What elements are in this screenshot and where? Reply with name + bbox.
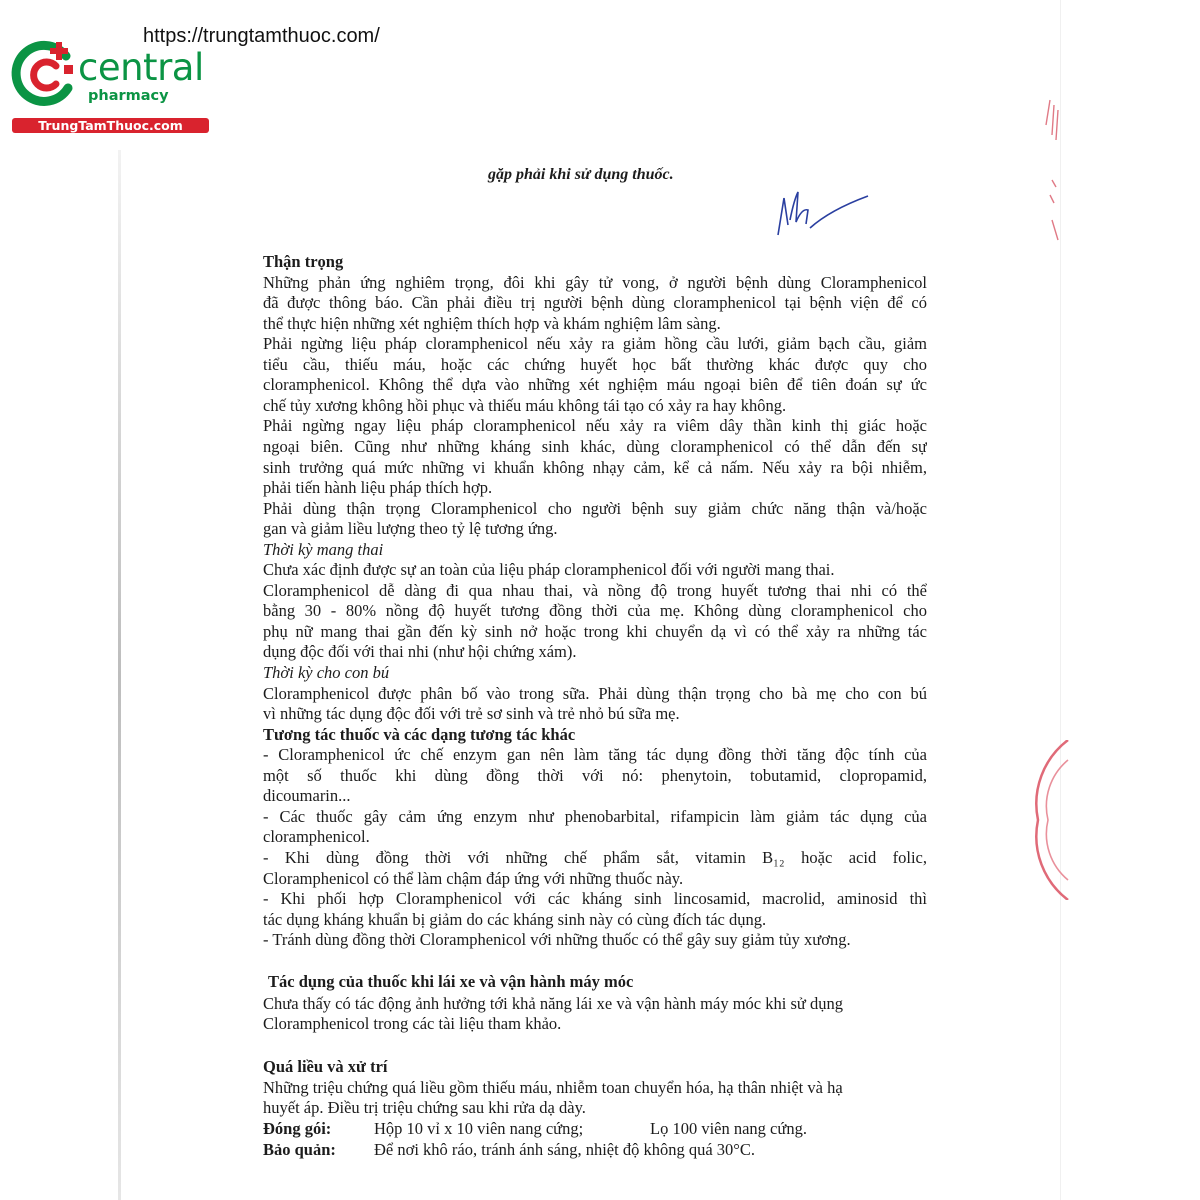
body-text-line: - Tránh dùng đồng thời Cloramphenicol với những thuốc có thể gây suy giảm tủy xương. (263, 930, 851, 950)
body-text-line: Cloramphenicol có thể làm chậm đáp ứng với những thuốc này. (263, 868, 684, 888)
body-text-line: một số thuốc khi dùng đồng thời với nó: phenytoin, tobutamid, clopropamid, (263, 765, 927, 785)
body-text-line: dụng độc đối với thai nhi (như hội chứng xám). (263, 642, 577, 662)
body-text-line: vì những tác dụng độc đối với trẻ sơ sinh và trẻ nhỏ bú sữa mẹ. (263, 704, 680, 724)
body-text-line: tác dụng kháng khuẩn bị giảm do các kháng sinh này có cùng đích tác dụng. (263, 909, 767, 929)
body-text-line: - Khi phối hợp Cloramphenicol với các kháng sinh lincosamid, macrolid, aminosid thì (263, 889, 927, 909)
packaging-value-2: Lọ 100 viên nang cứng. (650, 1119, 807, 1138)
body-text-line: Phải dùng thận trọng Cloramphenicol cho người bệnh suy giảm chức năng thận và/hoặc (263, 498, 927, 518)
body-text-line: Cloramphenicol dễ dàng đi qua nhau thai, và nồng độ trong huyết tương thai nhi có thể (263, 580, 927, 600)
section-heading: Thận trọng (263, 252, 344, 271)
handwritten-signature (770, 180, 880, 240)
body-text-line: sinh trưởng quá mức những vi khuẩn không nhạy cảm, kể cả nấm. Nếu xảy ra bội nhiễm, (263, 457, 927, 477)
driving-line-1: Chưa thấy có tác động ảnh hưởng tới khả năng lái xe và vận hành máy móc khi sử dụng (263, 994, 843, 1013)
body-text-line: Chưa xác định được sự an toàn của liệu pháp cloramphenicol đối với người mang thai. (263, 560, 835, 580)
body-text-line: chế tủy xương không hồi phục và thiếu máu không tái tạo có xảy ra hay không. (263, 395, 787, 415)
body-text-line: - Các thuốc gây cảm ứng enzym như phenobarbital, rifampicin làm giảm tác dụng của (263, 806, 927, 826)
logo-subtitle: pharmacy (88, 88, 169, 104)
overdose-line-2: huyết áp. Điều trị triệu chứng sau khi rửa dạ dày. (263, 1098, 586, 1117)
page-left-edge (118, 150, 121, 1200)
logo-site-badge[interactable]: TrungTamThuoc.com (12, 118, 209, 133)
subsection-heading: Thời kỳ mang thai (263, 539, 384, 559)
body-text-line: Cloramphenicol được phân bố vào trong sữa. Phải dùng thận trọng cho bà mẹ cho con bú (263, 683, 927, 703)
section-heading: Tương tác thuốc và các dạng tương tác khác (263, 724, 576, 744)
body-text-line: Phải ngừng liệu pháp cloramphenicol nếu xảy ra giảm hồng cầu lưới, giảm bạch cầu, giảm (263, 334, 927, 354)
body-text-line: ngoại biên. Cũng như những kháng sinh khác, dùng cloramphenicol có thể dẫn đến sự (263, 436, 927, 456)
subsection-heading: Thời kỳ cho con bú (263, 663, 390, 682)
section-heading-driving: Tác dụng của thuốc khi lái xe và vận hành máy móc (268, 972, 634, 991)
driving-line-2: Cloramphenicol trong các tài liệu tham khảo. (263, 1014, 562, 1033)
body-text-line: phụ nữ mang thai gần đến kỳ sinh nở hoặc trong khi chuyển dạ vì có thể xảy ra những tác (263, 621, 927, 641)
body-text-line: đã được thông báo. Cần phải điều trị người bệnh dùng cloramphenicol tại bệnh viện để có (263, 293, 927, 313)
packaging-value-1: Hộp 10 vỉ x 10 viên nang cứng; (374, 1119, 584, 1138)
body-text-line: bằng 30 - 80% nồng độ huyết tương đồng thời của mẹ. Không dùng cloramphenicol cho (263, 601, 927, 621)
body-text-line: phải tiến hành liệu pháp thích hợp. (263, 478, 493, 498)
section-heading-overdose: Quá liều và xử trí (263, 1057, 388, 1076)
body-text-line: tiểu cầu, thiếu máu, hoặc các chứng huyết học bất thường khác được quy cho (263, 354, 927, 374)
storage-value: Để nơi khô ráo, tránh ánh sáng, nhiệt độ không quá 30°C. (374, 1140, 756, 1159)
storage-label: Bảo quản: (263, 1140, 336, 1159)
logo-url[interactable]: https://trungtamthuoc.com/ (143, 25, 380, 47)
body-text-line: gan và giảm liều lượng theo tỷ lệ tương ứng. (263, 519, 558, 539)
pharmacy-logo-icon (10, 38, 80, 108)
top-caption: gặp phải khi sử dụng thuốc. (488, 166, 674, 183)
body-text-line: dicoumarin... (263, 786, 351, 806)
body-text-line: - Khi dùng đồng thời với những chế phẩm sắt, vitamin B₁₂ hoặc acid folic, (263, 847, 927, 867)
logo-brand-name: central (78, 46, 204, 89)
body-text-line: Phải ngừng ngay liệu pháp cloramphenicol nếu xảy ra viêm dây thần kinh thị giác hoặc (263, 416, 927, 436)
packaging-label: Đóng gói: (263, 1119, 332, 1138)
body-text-line: - Cloramphenicol ức chế enzym gan nên làm tăng tác dụng đồng thời tăng độc tính của (263, 745, 927, 765)
overdose-line-1: Những triệu chứng quá liều gồm thiếu máu, nhiễm toan chuyển hóa, hạ thân nhiệt và hạ (263, 1078, 843, 1097)
body-text-line: cloramphenicol. Không thể dựa vào những xét nghiệm máu ngoại biên để tiên đoán sự ức (263, 375, 927, 395)
red-stamp-partial (1030, 740, 1070, 900)
body-text-line: Những phản ứng nghiêm trọng, đôi khi gây tử vong, ở người bệnh dùng Cloramphenicol (263, 272, 927, 292)
stamp-marks-top (1040, 95, 1065, 255)
body-text-line: cloramphenicol. (263, 827, 370, 847)
body-text-line: thể thực hiện những xét nghiệm thích hợp và khám nghiệm lâm sàng. (263, 313, 721, 333)
